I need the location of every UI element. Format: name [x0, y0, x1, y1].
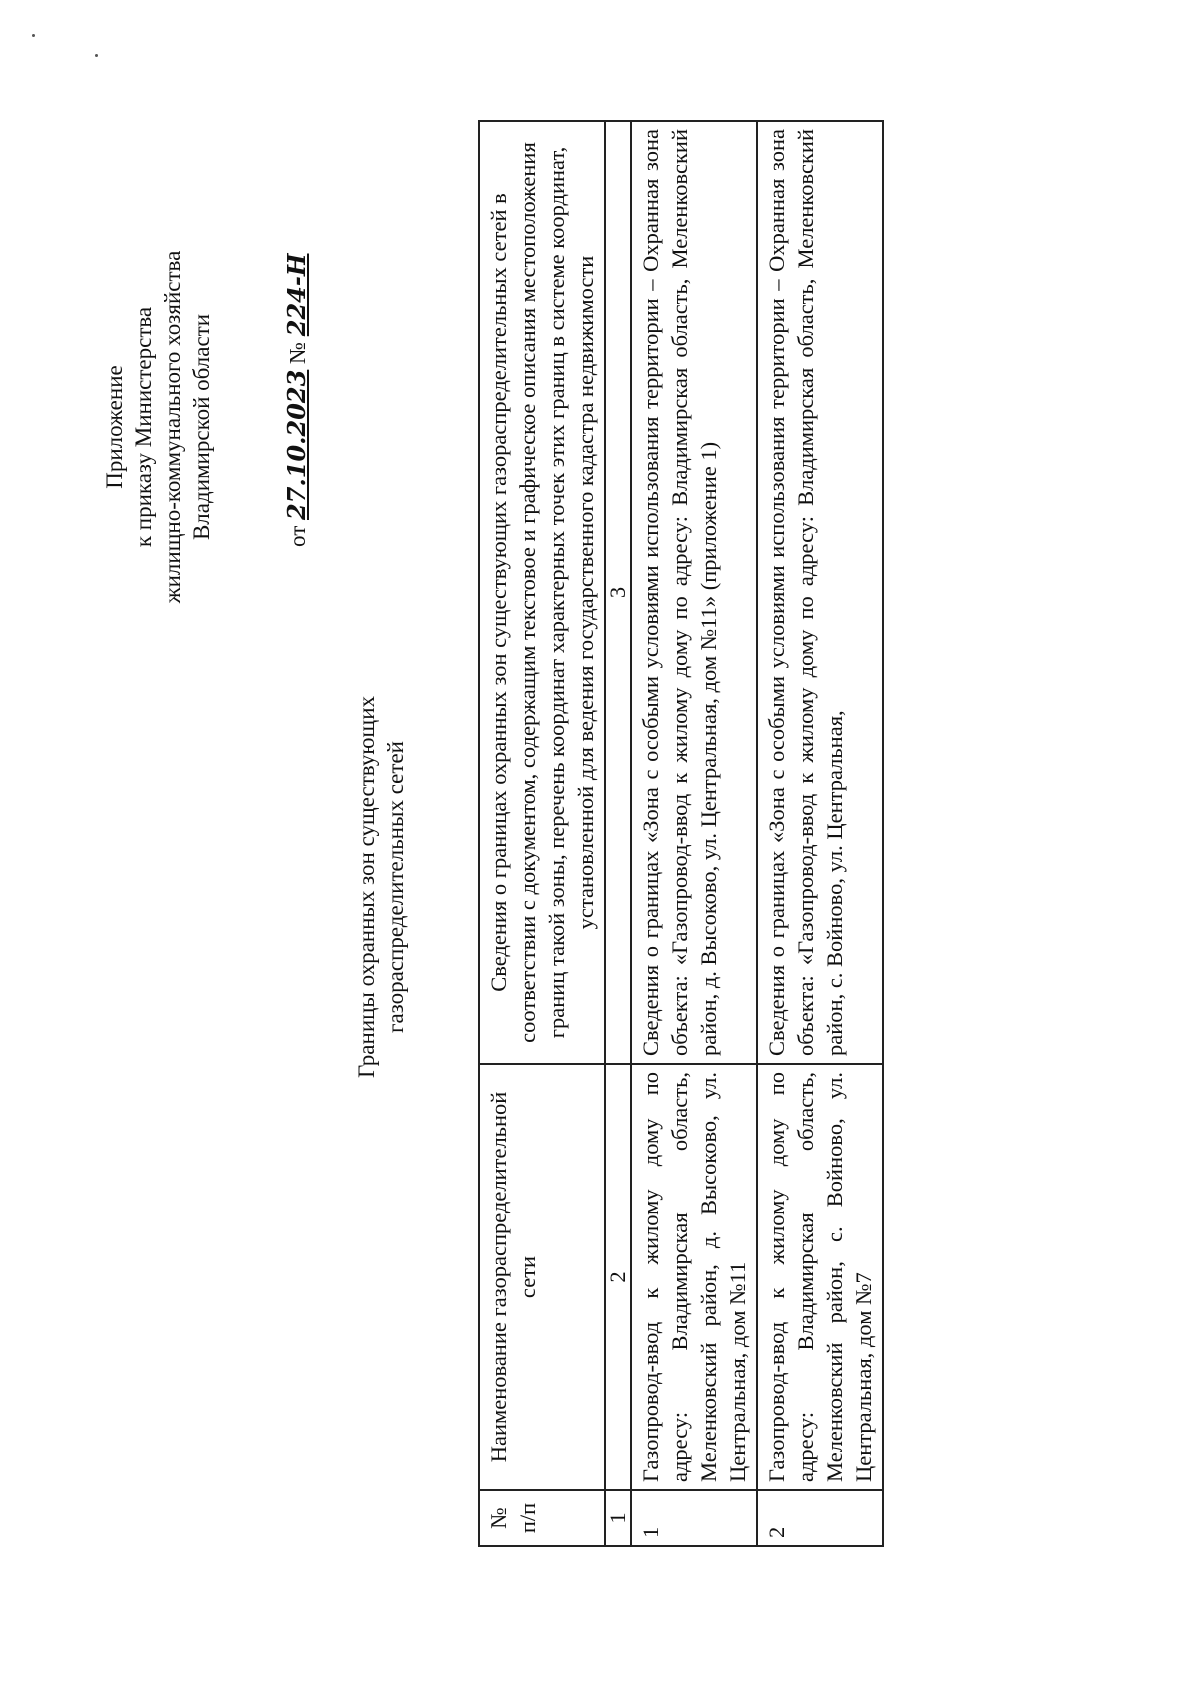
- header-number: № п/п: [479, 1490, 605, 1546]
- row-number: 1: [631, 1490, 757, 1546]
- approval-line-1: Приложение: [102, 365, 127, 489]
- row-number: 2: [757, 1490, 883, 1546]
- table-row: [631, 121, 757, 1546]
- zone-info-cell: Сведения о границах «Зона с особыми условиями использования территории – Охранная зона объекта: «Газопровод-ввод к жилому дому по адресу: Владимирская область, Меленковский район, д. Высоково, ул. Центральная, дом №11» (приложение 1): [631, 121, 757, 1064]
- from-label: от: [285, 525, 310, 547]
- column-number: 1: [605, 1490, 631, 1546]
- header-zone-info: Сведения о границах охранных зон существующих газораспределительных сетей в соответствии с документом, содержащим текстовое и графическое описания местоположения границ такой зоны, перечень координат характерных точек этих границ в системе координат, установленной для ведения государственного кадастра недвижимости: [479, 121, 605, 1064]
- network-name-cell: Газопровод-ввод к жилому дому по адресу: Владимирская область, Меленковский район, с. Войново, ул. Центральная, дом №7: [757, 1064, 883, 1490]
- title-line-1: Границы охранных зон существующих: [354, 695, 379, 1079]
- order-date-number-line: [282, 254, 311, 548]
- handwritten-number: 224-Н: [282, 253, 311, 337]
- network-name-cell: Газопровод-ввод к жилому дому по адресу: Владимирская область, Меленковский район, д. Высоково, ул. Центральная, дом №11: [631, 1064, 757, 1490]
- number-label: №: [285, 341, 310, 364]
- handwritten-date: 27.10.2023: [282, 369, 311, 520]
- approval-line-2: к приказу Министерства: [131, 306, 156, 548]
- approval-block: [100, 207, 216, 647]
- approval-line-3: жилищно-коммунального хозяйства: [160, 250, 185, 604]
- column-number-row: [605, 121, 631, 1546]
- title-line-2: газораспределительных сетей: [383, 741, 408, 1033]
- approval-line-4: Владимирской области: [189, 313, 214, 541]
- table-header-row: [479, 121, 605, 1546]
- table-row: [757, 121, 883, 1546]
- zones-table: [478, 120, 884, 1547]
- zone-info-cell: Сведения о границах «Зона с особыми условиями использования территории – Охранная зона объекта: «Газопровод-ввод к жилому дому по адресу: Владимирская область, Меленковский район, с. Войново, ул. Центральная,: [757, 121, 883, 1064]
- header-network-name: Наименование газораспределительной сети: [479, 1064, 605, 1490]
- scan-speck: [95, 54, 98, 57]
- column-number: 3: [605, 121, 631, 1064]
- document-title: [352, 627, 410, 1147]
- column-number: 2: [605, 1064, 631, 1490]
- scan-speck: [32, 34, 35, 37]
